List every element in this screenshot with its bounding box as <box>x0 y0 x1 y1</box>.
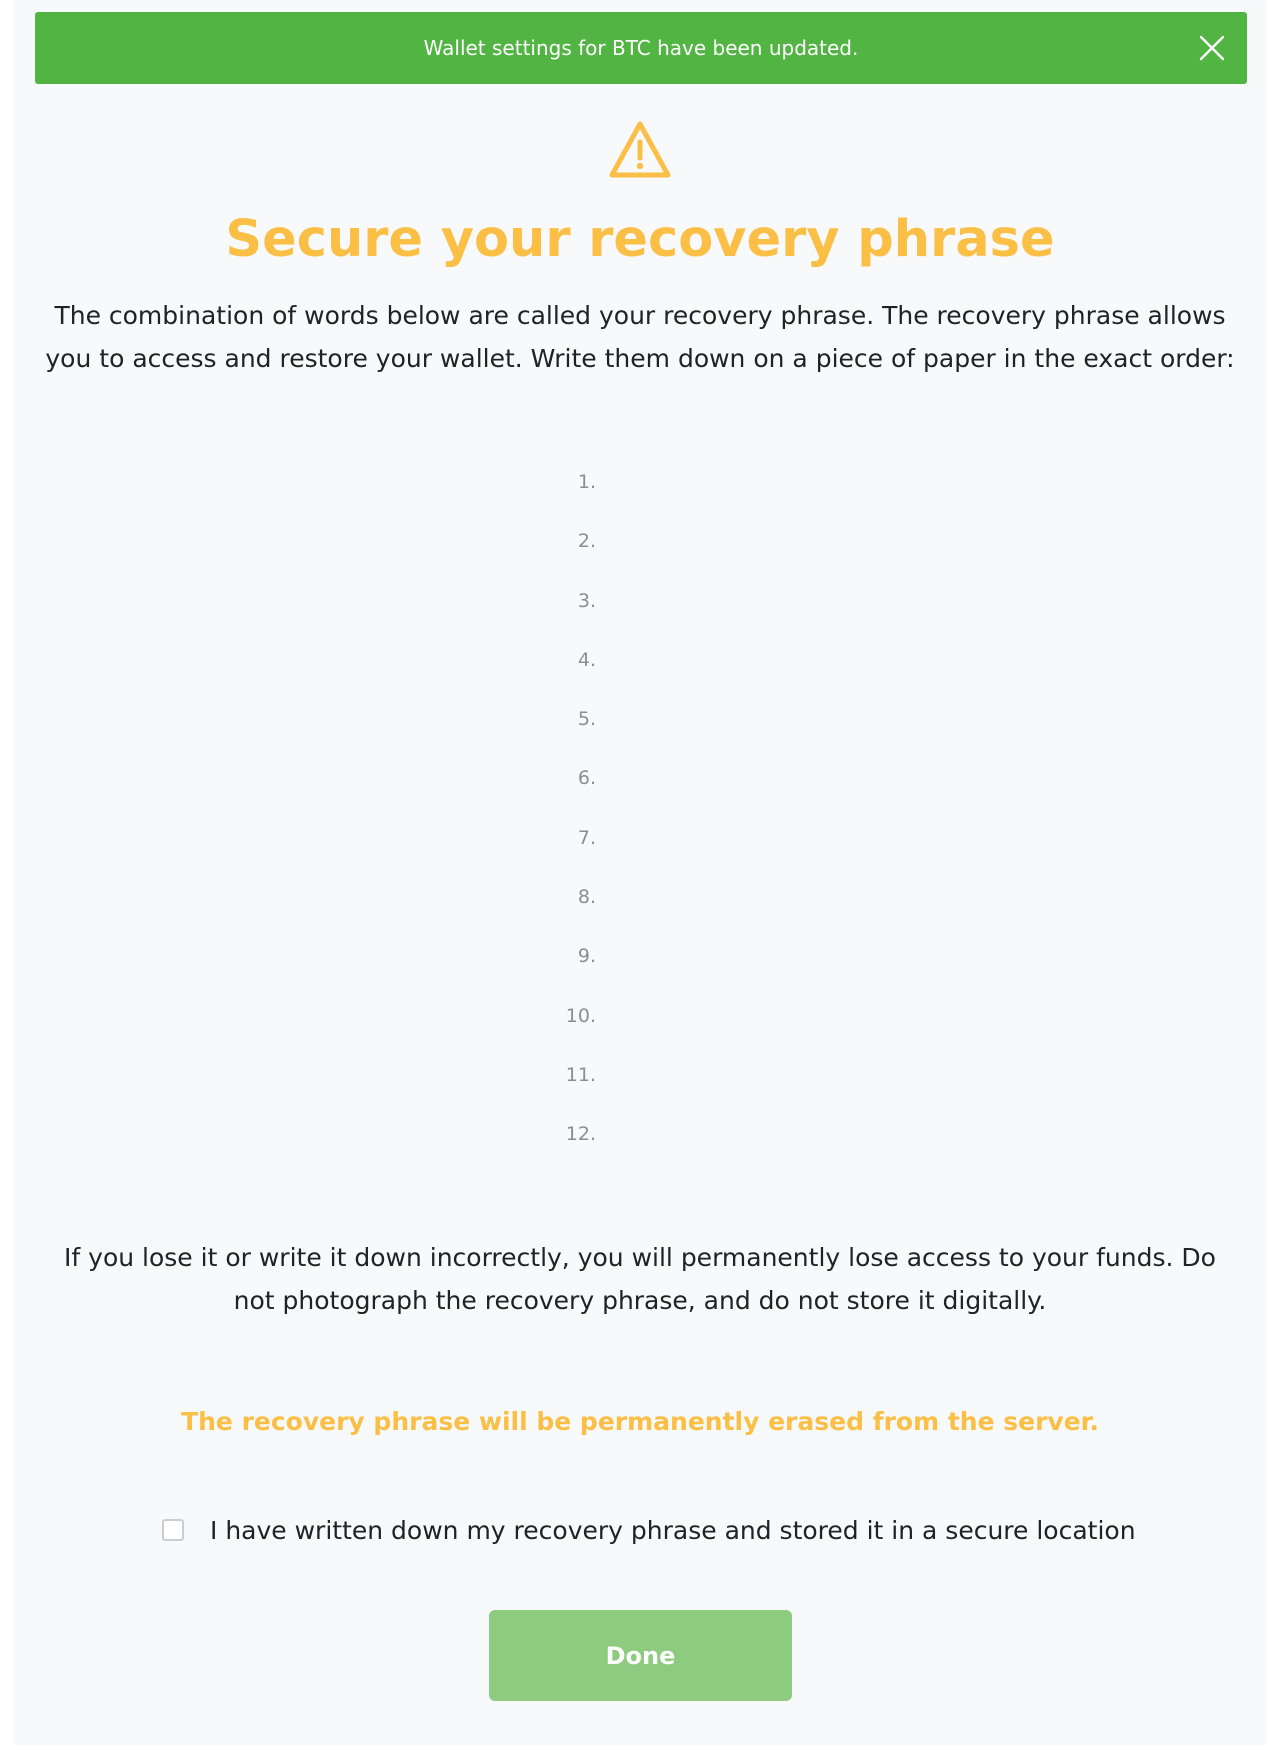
recovery-word-row <box>0 885 1280 944</box>
recovery-word-number: 10. <box>565 1004 596 1027</box>
recovery-word-number: 7. <box>577 826 596 849</box>
erase-note: The recovery phrase will be permanently erased from the server. <box>181 1407 1099 1436</box>
confirm-label[interactable]: I have written down my recovery phrase and stored it in a secure location <box>210 1515 1136 1545</box>
recovery-word-number: 8. <box>577 886 596 909</box>
success-toast <box>35 12 1247 84</box>
recovery-word-number: 2. <box>577 530 596 553</box>
recovery-word-row <box>0 529 1280 588</box>
recovery-word-number: 11. <box>565 1063 596 1086</box>
recovery-word-number: 5. <box>577 708 596 731</box>
recovery-word-row <box>0 1004 1280 1063</box>
confirm-checkbox[interactable] <box>162 1519 184 1541</box>
page-title: Secure your recovery phrase <box>225 210 1055 269</box>
recovery-word-number: 6. <box>577 767 596 790</box>
done-button[interactable]: Done <box>489 1610 792 1701</box>
confirm-row[interactable] <box>162 1510 1136 1550</box>
toast-message: Wallet settings for BTC have been updated. <box>423 36 859 60</box>
warning-triangle-icon <box>608 120 672 180</box>
recovery-word-row <box>0 1063 1280 1122</box>
intro-text: The combination of words below are called your recovery phrase. The recovery phrase allows you to access and restore your wallet. Write them down on a piece of paper in the exact order: <box>45 301 1235 373</box>
recovery-word-list <box>0 470 1280 1182</box>
recovery-word-row <box>0 648 1280 707</box>
recovery-word-row <box>0 1122 1280 1181</box>
recovery-word-number: 12. <box>565 1123 596 1146</box>
close-icon[interactable] <box>1199 35 1225 61</box>
recovery-word-row <box>0 707 1280 766</box>
recovery-word-number: 3. <box>577 589 596 612</box>
loss-warning-text: If you lose it or write it down incorrectly, you will permanently lose access to your funds. Do not photograph the recovery phrase, and do not store it digitally. <box>64 1243 1216 1315</box>
recovery-word-row <box>0 944 1280 1003</box>
recovery-word-number: 9. <box>577 945 596 968</box>
recovery-word-row <box>0 589 1280 648</box>
recovery-word-row <box>0 766 1280 825</box>
recovery-word-row <box>0 470 1280 529</box>
recovery-word-number: 4. <box>577 648 596 671</box>
recovery-word-row <box>0 826 1280 885</box>
recovery-word-number: 1. <box>577 471 596 493</box>
